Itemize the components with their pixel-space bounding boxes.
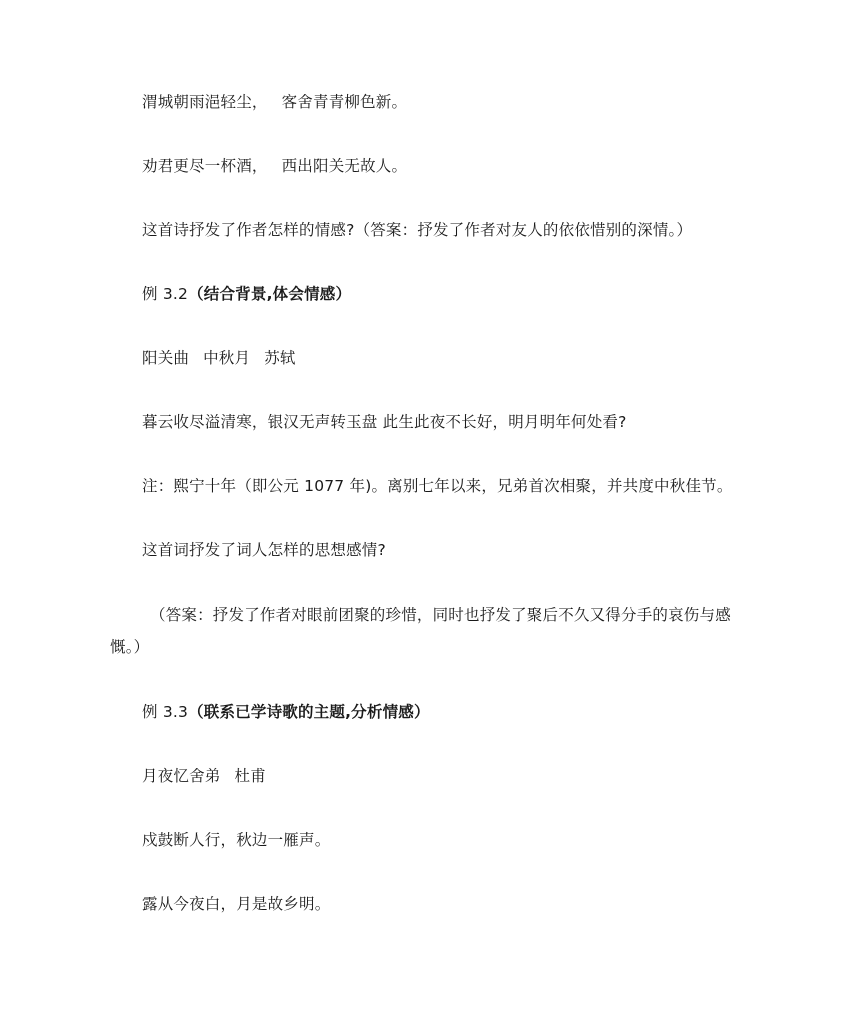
example2-question: 这首词抒发了词人怎样的思想感情? [142,541,386,559]
example2-author: 苏轼 [264,349,296,367]
example2-title-a: 阳关曲 [142,349,190,367]
example3-line1: 戍鼓断人行，秋边一雁声。 [142,831,331,849]
poem1-line1-first-half: 渭城朝雨浥轻尘， [142,93,268,111]
example3-heading [142,701,430,723]
poem1-line2-second-half: 西出阳关无故人。 [281,157,408,175]
poem1-line2 [142,155,407,177]
example3-author: 杜甫 [234,767,266,785]
poem1-line1-second-half: 客舍青青柳色新。 [281,93,408,111]
example3-line2: 露从今夜白，月是故乡明。 [142,895,331,913]
example2-hint: （结合背景,体会情感） [188,285,352,303]
poem1-line2-first-half: 劝君更尽一杯酒， [142,157,268,175]
example2-answer: （答案：抒发了作者对眼前团聚的珍惜，同时也抒发了聚后不久又得分手的哀伤与感慨。） [110,606,731,656]
example2-label: 例 3.2 [142,285,189,303]
example2-heading [142,283,351,305]
example3-title: 月夜忆舍弟 [142,767,221,785]
example2-verse: 暮云收尽溢清寒，银汉无声转玉盘 此生此夜不长好，明月明年何处看? [142,413,627,431]
example2-note: 注：熙宁十年（即公元 1077 年)。离别七年以来，兄弟首次相聚，并共度中秋佳节。 [142,477,733,495]
example3-hint: （联系已学诗歌的主题,分析情感） [188,703,430,721]
example3-label: 例 3.3 [142,703,189,721]
poem1-line1 [142,91,407,113]
poem1-question: 这首诗抒发了作者怎样的情感?（答案：抒发了作者对友人的依依惜别的深情。） [142,221,693,239]
example3-title-line [142,765,266,787]
example2-title-line [142,347,296,369]
example2-title-b: 中秋月 [203,349,251,367]
